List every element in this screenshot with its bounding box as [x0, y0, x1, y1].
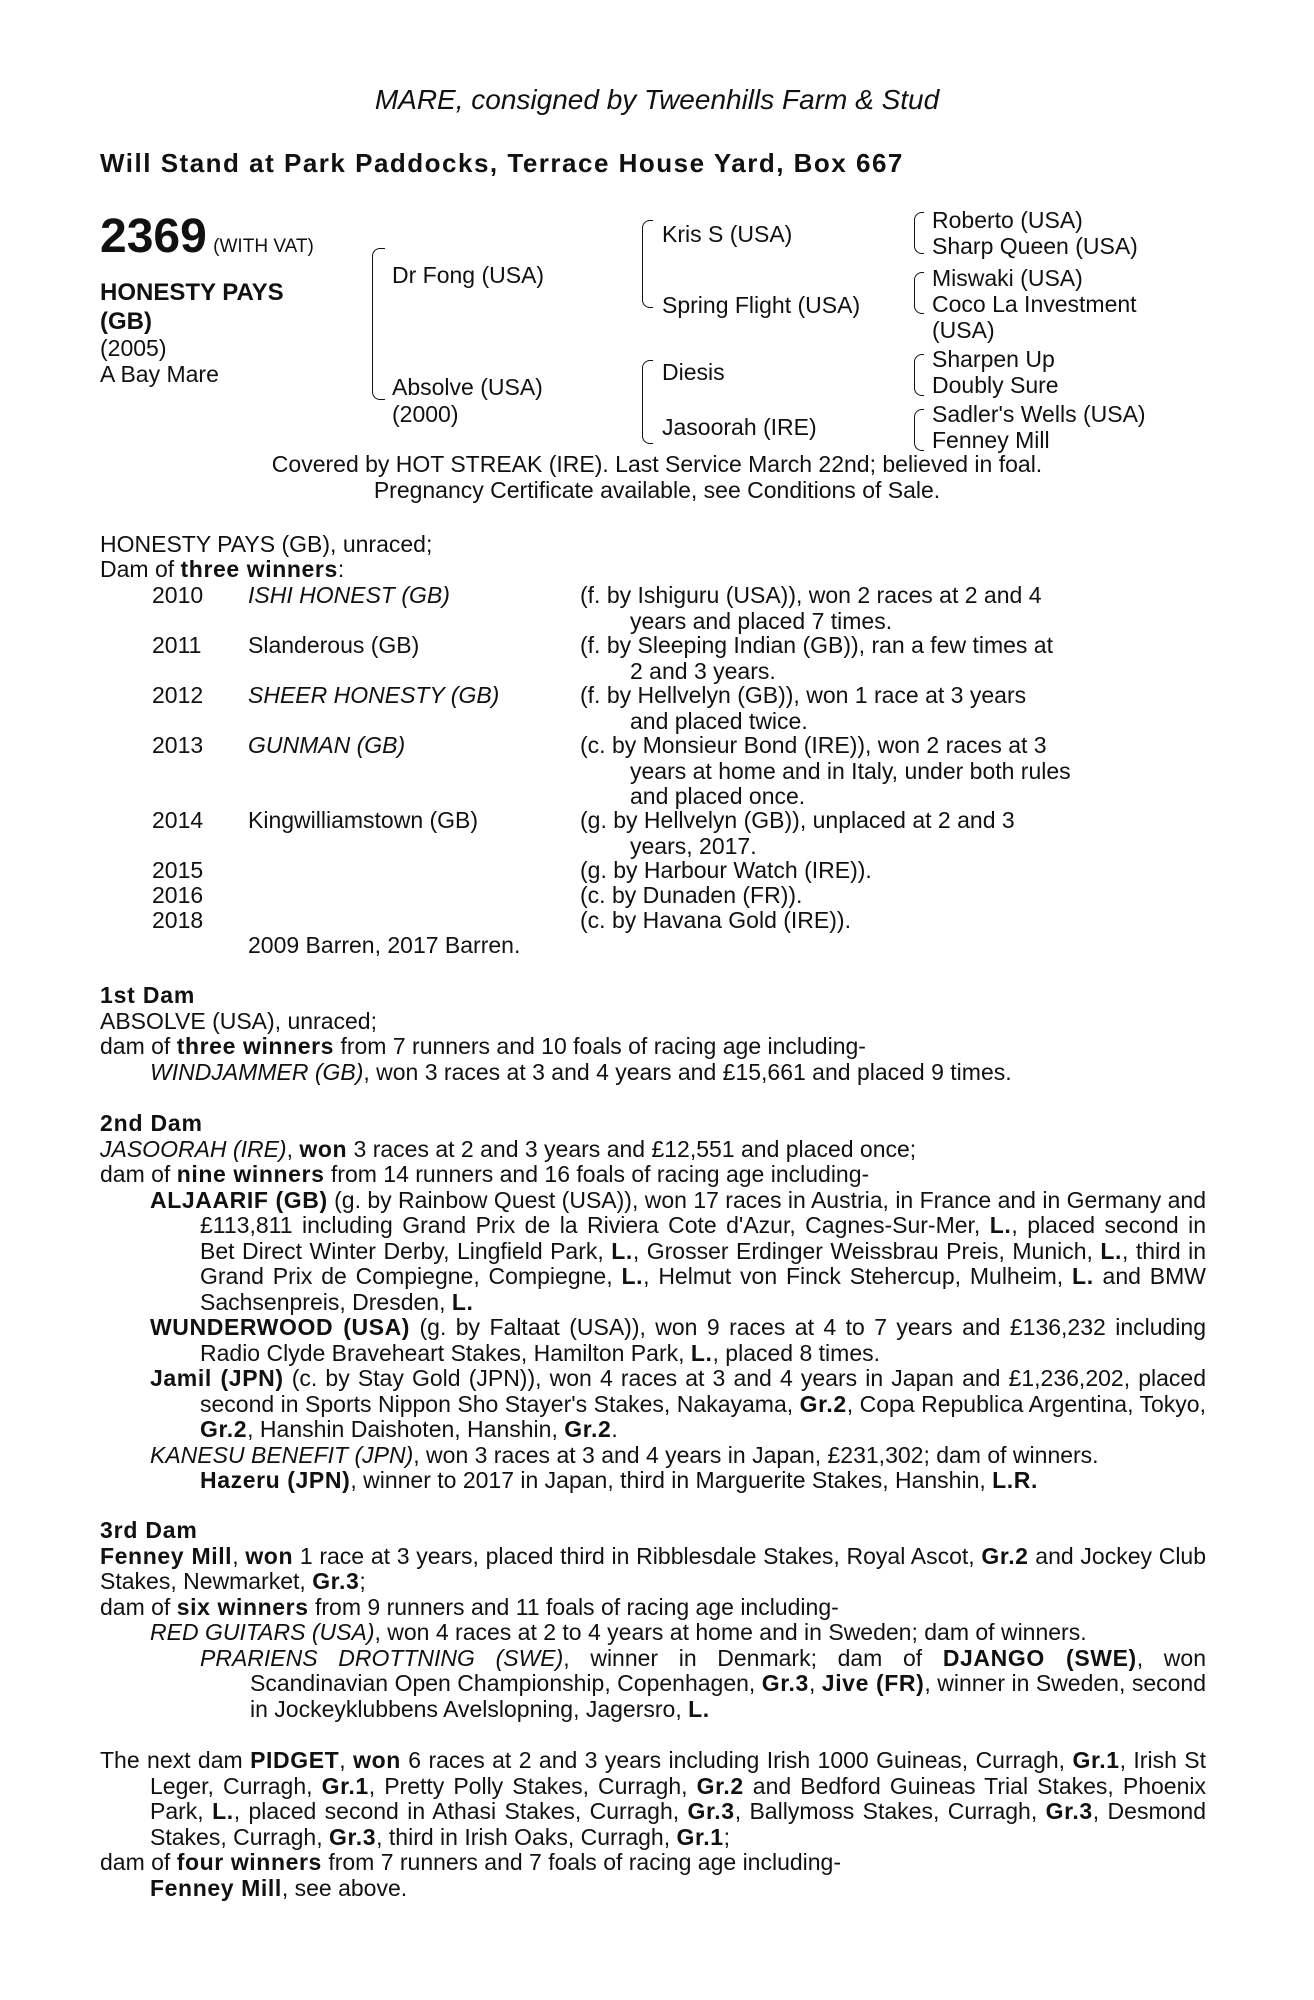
t: L.	[212, 1798, 234, 1824]
produce-name: Kingwilliamstown (GB)	[248, 807, 479, 833]
t: Jamil (JPN)	[150, 1365, 284, 1391]
t: L.	[688, 1695, 710, 1722]
second-dam-section	[100, 1111, 1206, 1494]
t: WINDJAMMER (GB)	[150, 1058, 364, 1085]
produce-intro2-c: :	[337, 556, 345, 582]
sire-dam-brace	[372, 248, 385, 400]
t: RED GUITARS (USA)	[150, 1619, 375, 1645]
barren-note: 2009 Barren, 2017 Barren.	[248, 932, 521, 958]
produce-year: 2012	[152, 682, 204, 708]
dam-parents-brace	[642, 360, 653, 444]
produce-desc-l1: (f. by Hellvelyn (GB)), won 1 race at 3 years	[580, 682, 1027, 708]
t: , placed 8 times.	[712, 1339, 880, 1366]
first-dam-section	[100, 983, 1206, 1085]
gg-brace-4	[914, 409, 924, 451]
t: 1 race at 3 years, placed third in Ribblesdale Stakes, Royal Ascot,	[293, 1542, 982, 1569]
t: ;	[723, 1823, 731, 1850]
t: (c. by Stay Gold (JPN)), won 4 races at 3 and 4 years in Japan and £1,236,202, placed second in Sports Nippon Sho Stayer's Stakes, Nakayama,	[200, 1365, 1206, 1417]
t: Fenney Mill	[150, 1874, 282, 1901]
second-dam-heading: 2nd Dam	[100, 1110, 203, 1136]
t: Gr.1	[1072, 1747, 1120, 1773]
t: , Desmond Stakes, Curragh,	[150, 1798, 1206, 1850]
t: L.	[621, 1263, 644, 1289]
first-dam-heading: 1st Dam	[100, 982, 196, 1008]
gg-brace-2	[914, 272, 924, 314]
t: DJANGO (SWE)	[942, 1644, 1137, 1671]
t: ALJAARIF (GB)	[150, 1186, 328, 1213]
next-dam-line2	[100, 1850, 1206, 1876]
t: , Copa Republica Argentina, Tokyo,	[846, 1390, 1206, 1417]
location-line: Will Stand at Park Paddocks, Terrace House Yard, Box 667	[100, 148, 904, 178]
t: dam of	[100, 1849, 177, 1875]
dam-year: (2000)	[392, 401, 459, 427]
horse-name-line1: HONESTY PAYS	[100, 279, 284, 306]
produce-desc-l2: years, 2017.	[630, 832, 757, 859]
t: ,	[339, 1747, 354, 1773]
produce-name: Slanderous (GB)	[248, 632, 420, 658]
t: Gr.2	[799, 1390, 847, 1417]
t: .	[611, 1416, 618, 1442]
sire-parents-brace	[642, 220, 653, 308]
t: , won 4 races at 2 to 4 years at home and in Sweden; dam of winners.	[374, 1619, 1087, 1645]
sire-dam: Spring Flight (USA)	[662, 292, 861, 318]
t: The next dam	[100, 1747, 251, 1773]
produce-desc-l1: (f. by Ishiguru (USA)), won 2 races at 2 and 4	[580, 582, 1042, 608]
sire: Dr Fong (USA)	[392, 262, 545, 288]
t: , placed second in Bet Direct Winter Derby, Lingfield Park,	[200, 1212, 1207, 1264]
horse-info	[100, 336, 219, 387]
t: L.R.	[992, 1467, 1038, 1493]
t: , Irish St Leger, Curragh,	[150, 1747, 1206, 1799]
produce-intro2-a: Dam of	[100, 556, 181, 582]
produce-year: 2013	[152, 732, 204, 758]
t: L.	[1100, 1237, 1123, 1264]
gg-8: Fenney Mill	[932, 427, 1050, 453]
produce-desc: (c. by Havana Gold (IRE)).	[580, 907, 851, 933]
t: , won 3 races at 3 and 4 years in Japan, £231,302; dam of winners.	[413, 1441, 1099, 1468]
gg-6: Doubly Sure	[932, 372, 1059, 398]
t: ,	[808, 1670, 822, 1696]
lot-number-block	[100, 212, 314, 262]
gg-brace-3	[914, 354, 924, 396]
produce-year: 2010	[152, 582, 204, 608]
t: from 9 runners and 11 foals of racing age including-	[308, 1593, 839, 1620]
horse-description: A Bay Mare	[100, 360, 219, 387]
t: Gr.1	[676, 1823, 724, 1850]
gg-1: Roberto (USA)	[932, 207, 1083, 233]
t: , third in Grand Prix de Compiegne, Compiegne,	[200, 1237, 1206, 1289]
aljaarif-entry	[100, 1188, 1206, 1316]
red-guitars-entry	[100, 1620, 1206, 1646]
t: dam of	[100, 1593, 177, 1620]
t: 3 races at 2 and 3 years and £12,551 and placed once;	[347, 1135, 917, 1162]
t: Gr.2	[981, 1542, 1029, 1569]
produce-intro2	[100, 557, 344, 583]
t: , see above.	[281, 1874, 408, 1901]
produce-desc	[580, 683, 1120, 734]
second-dam-line1	[100, 1137, 1206, 1163]
produce-year: 2014	[152, 807, 204, 833]
produce-year: 2015	[152, 857, 204, 883]
gg-4b: (USA)	[932, 317, 995, 343]
t: L.	[611, 1237, 633, 1264]
t: , placed second in Athasi Stakes, Curragh,	[233, 1798, 688, 1824]
t: won	[245, 1542, 294, 1569]
gg-2: Sharp Queen (USA)	[932, 233, 1138, 259]
t: (g. by Faltaat (USA)), won 9 races at 4 to 7 years and £136,232 including Radio Clyde Braveheart Stakes, Hamilton Park,	[200, 1314, 1206, 1366]
t: Fenney Mill	[100, 1542, 233, 1569]
produce-desc-l2: years at home and in Italy, under both rules	[630, 757, 1071, 784]
t: L.	[1072, 1263, 1094, 1289]
produce-name: GUNMAN (GB)	[248, 732, 406, 758]
t: , winner in Sweden, second in Jockeyklubbens Avelslopning, Jagersro,	[250, 1670, 1206, 1722]
gg-5: Sharpen Up	[932, 346, 1055, 372]
produce-desc	[580, 808, 1120, 859]
t: ;	[359, 1568, 366, 1594]
t: Gr.3	[761, 1670, 809, 1696]
third-dam-line1	[100, 1544, 1206, 1595]
t: from 14 runners and 16 foals of racing age including-	[324, 1161, 870, 1187]
t: won	[299, 1135, 348, 1162]
t: , third in Irish Oaks, Curragh,	[376, 1823, 677, 1850]
third-dam-line2	[100, 1595, 1206, 1621]
covered-line1: Covered by HOT STREAK (IRE). Last Service March 22nd; believed in foal.	[271, 451, 1043, 477]
covered-note	[0, 452, 1314, 503]
t: Gr.3	[687, 1798, 735, 1824]
t: three winners	[176, 1033, 335, 1059]
t: , winner in Denmark; dam of	[563, 1644, 943, 1671]
kanesu-entry	[100, 1443, 1206, 1469]
first-dam-line1: ABSOLVE (USA), unraced;	[100, 1007, 377, 1034]
t: L.	[989, 1212, 1012, 1238]
horse-name	[100, 278, 284, 336]
first-dam-produce	[100, 1060, 1206, 1086]
produce-name: SHEER HONESTY (GB)	[248, 682, 500, 708]
t: , Pretty Polly Stakes, Curragh,	[368, 1772, 697, 1799]
sire-sire: Kris S (USA)	[662, 221, 793, 247]
t: , Ballymoss Stakes, Curragh,	[734, 1798, 1046, 1824]
produce-desc-l2: and placed twice.	[630, 707, 808, 734]
wunderwood-entry	[100, 1315, 1206, 1366]
t: from 7 runners and 10 foals of racing age including-	[334, 1033, 866, 1059]
produce-intro1: HONESTY PAYS (GB), unraced;	[100, 531, 433, 557]
t: from 7 runners and 7 foals of racing age including-	[321, 1849, 842, 1875]
produce-desc-l1: (g. by Hellvelyn (GB)), unplaced at 2 and 3	[580, 807, 1015, 833]
produce-desc: (c. by Dunaden (FR)).	[580, 882, 803, 908]
gg-3: Miswaki (USA)	[932, 265, 1083, 291]
t: dam of	[100, 1033, 177, 1059]
t: Jive (FR)	[821, 1670, 925, 1696]
produce-name: ISHI HONEST (GB)	[248, 582, 450, 608]
t: and Jockey Club Stakes, Newmarket,	[100, 1542, 1207, 1594]
first-dam-line2	[100, 1034, 1206, 1060]
t: , Grosser Erdinger Weissbrau Preis, Munich,	[632, 1237, 1101, 1264]
t: ,	[232, 1542, 246, 1569]
t: won	[353, 1747, 401, 1773]
second-dam-line2	[100, 1162, 1206, 1188]
produce-year: 2016	[152, 882, 204, 908]
t: Gr.2	[696, 1772, 744, 1799]
t: nine winners	[176, 1161, 325, 1187]
t: KANESU BENEFIT (JPN)	[150, 1441, 414, 1468]
t: Gr.3	[328, 1823, 377, 1850]
produce-year: 2011	[152, 632, 202, 658]
t: , Helmut von Finck Stehercup, Mulheim,	[643, 1263, 1073, 1289]
vat-label: (WITH VAT)	[213, 236, 314, 257]
dam: Absolve (USA)	[392, 374, 543, 400]
consignor-line: MARE, consigned by Tweenhills Farm & Stud	[374, 84, 940, 115]
t: WUNDERWOOD (USA)	[150, 1314, 411, 1340]
gg-7: Sadler's Wells (USA)	[932, 401, 1146, 427]
produce-intro2-b: three winners	[180, 556, 338, 582]
produce-desc	[580, 733, 1120, 810]
t: Gr.2	[200, 1416, 248, 1442]
t: PIDGET	[250, 1747, 340, 1773]
horse-year: (2005)	[100, 335, 167, 361]
lot-number: 2369	[100, 210, 207, 263]
produce-desc-l1: (c. by Monsieur Bond (IRE)), won 2 races at 3	[580, 732, 1047, 758]
produce-desc: (g. by Harbour Watch (IRE)).	[580, 857, 872, 883]
t: ,	[286, 1135, 300, 1162]
third-dam-section	[100, 1518, 1206, 1722]
t: , won Scandinavian Open Championship, Copenhagen,	[250, 1644, 1206, 1696]
horse-name-line2: (GB)	[100, 308, 152, 335]
jamil-entry	[100, 1366, 1206, 1443]
t: JASOORAH (IRE)	[100, 1135, 287, 1162]
t: PRARIENS DROTTNING (SWE)	[200, 1644, 564, 1671]
hazeru-entry	[100, 1468, 1206, 1494]
t: , won 3 races at 3 and 4 years and £15,661 and placed 9 times.	[363, 1058, 1012, 1085]
t: Gr.1	[321, 1772, 369, 1799]
produce-year: 2018	[152, 907, 204, 933]
t: and Bedford Guineas Trial Stakes, Phoenix Park,	[150, 1772, 1207, 1824]
t: six winners	[176, 1593, 309, 1620]
prariens-entry	[100, 1646, 1206, 1723]
t: Gr.3	[312, 1568, 360, 1594]
t: (g. by Rainbow Quest (USA)), won 17 races in Austria, in France and in Germany and £113,811 including Grand Prix de la Riviera Cote d'Azur, Cagnes-Sur-Mer,	[200, 1186, 1206, 1238]
produce-desc-l3: and placed once.	[630, 783, 806, 809]
t: , Hanshin Daishoten, Hanshin,	[247, 1416, 565, 1442]
t: L.	[451, 1288, 474, 1315]
t: Gr.3	[1045, 1798, 1093, 1824]
produce-desc	[580, 583, 1120, 634]
next-dam-section	[100, 1748, 1206, 1901]
t: Gr.2	[564, 1416, 612, 1442]
t: L.	[690, 1339, 713, 1366]
dam-dam: Jasoorah (IRE)	[662, 414, 817, 440]
t: dam of	[100, 1161, 177, 1187]
gg-brace-1	[914, 212, 924, 254]
next-dam-line1	[100, 1748, 1206, 1850]
produce-desc-l2: 2 and 3 years.	[630, 657, 776, 684]
produce-desc-l2: years and placed 7 times.	[630, 607, 893, 634]
covered-line2: Pregnancy Certificate available, see Conditions of Sale.	[373, 476, 941, 503]
t: 6 races at 2 and 3 years including Irish 1000 Guineas, Curragh,	[400, 1747, 1073, 1773]
third-dam-heading: 3rd Dam	[100, 1517, 198, 1543]
t: and BMW Sachsenpreis, Dresden,	[200, 1263, 1206, 1315]
t: four winners	[176, 1849, 322, 1875]
gg-4: Coco La Investment	[932, 291, 1137, 317]
dam-sire: Diesis	[662, 359, 725, 385]
t: , winner to 2017 in Japan, third in Marguerite Stakes, Hanshin,	[350, 1467, 993, 1493]
t: Hazeru (JPN)	[200, 1467, 351, 1493]
produce-desc-l1: (f. by Sleeping Indian (GB)), ran a few times at	[580, 632, 1053, 658]
next-dam-line3	[100, 1876, 1206, 1902]
produce-desc	[580, 633, 1120, 684]
